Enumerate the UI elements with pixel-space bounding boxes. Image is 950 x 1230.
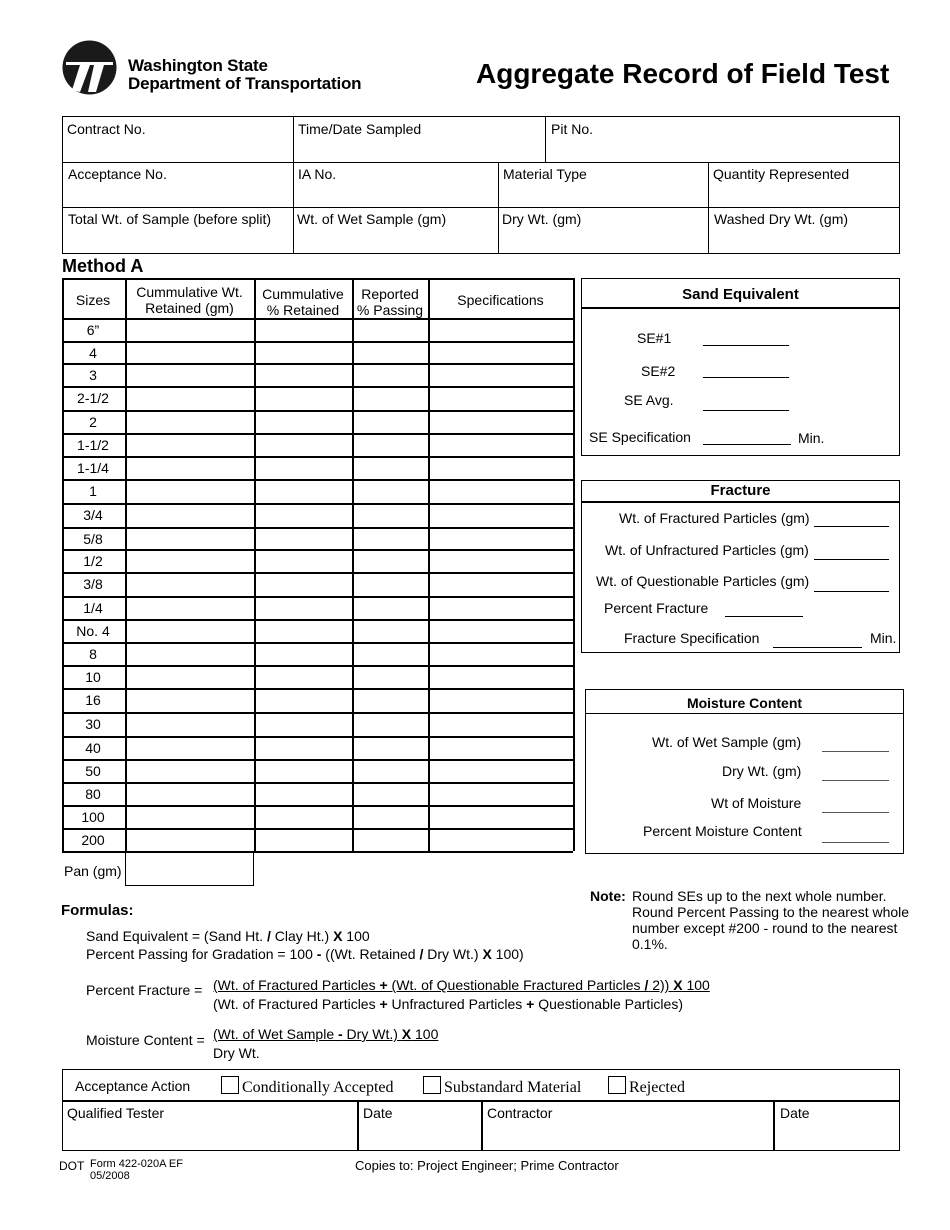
grid-row-divider bbox=[62, 642, 573, 644]
formulas-heading: Formulas: bbox=[61, 902, 134, 919]
grid-row-divider bbox=[62, 386, 573, 388]
option-conditionally-accepted[interactable]: Conditionally Accepted bbox=[221, 1076, 394, 1097]
percent-moisture-label: Percent Moisture Content bbox=[643, 823, 802, 839]
size-label: 100 bbox=[81, 809, 105, 825]
size-label: 5/8 bbox=[83, 531, 103, 547]
fracture-min-label: Min. bbox=[870, 630, 897, 646]
grid-row-divider bbox=[62, 712, 573, 714]
footer-form-number: Form 422-020A EF bbox=[90, 1158, 183, 1170]
fractured-particles-input[interactable] bbox=[814, 526, 889, 527]
se-spec-input[interactable] bbox=[703, 444, 791, 445]
col-header-cum-wt-1: Cummulative Wt. bbox=[136, 284, 243, 300]
size-label: 6” bbox=[86, 322, 100, 338]
size-label: 2 bbox=[89, 414, 97, 430]
acceptance-no-label: Acceptance No. bbox=[68, 166, 167, 182]
pit-no-field[interactable] bbox=[545, 116, 900, 163]
material-type-label: Material Type bbox=[503, 166, 587, 182]
size-label: 200 bbox=[81, 832, 105, 848]
questionable-particles-label: Wt. of Questionable Particles (gm) bbox=[596, 573, 810, 589]
grid-row-divider bbox=[62, 410, 573, 412]
size-label: 40 bbox=[85, 740, 101, 756]
size-label: 30 bbox=[85, 716, 101, 732]
unfractured-particles-label: Wt. of Unfractured Particles (gm) bbox=[605, 542, 809, 558]
size-label: 1/2 bbox=[83, 553, 103, 569]
unfractured-particles-input[interactable] bbox=[814, 559, 889, 560]
moisture-dry-wt-label: Dry Wt. (gm) bbox=[722, 763, 802, 779]
grid-column-line bbox=[62, 278, 64, 851]
contractor-label: Contractor bbox=[487, 1105, 553, 1121]
method-heading: Method A bbox=[62, 256, 144, 276]
grid-top-border bbox=[62, 278, 573, 280]
col-header-cum-wt-2: Retained (gm) bbox=[145, 300, 234, 316]
col-header-cum-pct-1: Cummulative bbox=[262, 286, 344, 302]
moisture-dry-wt-input[interactable] bbox=[822, 780, 889, 781]
col-header-reported-1: Reported bbox=[361, 286, 419, 302]
formula-sand-equivalent: Sand Equivalent = (Sand Ht. / Clay Ht.) X 100 bbox=[86, 928, 370, 944]
grid-row-divider bbox=[62, 688, 573, 690]
page-title: Aggregate Record of Field Test bbox=[476, 58, 890, 89]
size-label: 1-1/2 bbox=[77, 437, 109, 453]
formula-moisture-label: Moisture Content = bbox=[86, 1032, 205, 1048]
percent-fracture-input[interactable] bbox=[725, 616, 803, 617]
sand-equivalent-title: Sand Equivalent bbox=[682, 286, 799, 303]
moisture-wt-label: Wt of Moisture bbox=[711, 795, 802, 811]
fracture-box bbox=[581, 480, 900, 653]
moisture-wt-input[interactable] bbox=[822, 812, 889, 813]
tester-date-label: Date bbox=[363, 1105, 393, 1121]
grid-row-divider bbox=[62, 527, 573, 529]
grid-row-divider bbox=[62, 479, 573, 481]
option-rejected[interactable]: Rejected bbox=[608, 1076, 685, 1097]
grid-row-divider bbox=[62, 363, 573, 365]
moisture-content-title: Moisture Content bbox=[686, 695, 803, 711]
acceptance-action-label: Acceptance Action bbox=[75, 1078, 191, 1094]
pan-weight-cell[interactable] bbox=[125, 851, 254, 886]
grid-row-divider bbox=[62, 456, 573, 458]
grid-row-divider bbox=[62, 596, 573, 598]
col-header-sizes: Sizes bbox=[75, 292, 111, 308]
size-label: 1/4 bbox=[83, 600, 103, 616]
note-line4: 0.1%. bbox=[632, 936, 668, 952]
questionable-particles-input[interactable] bbox=[814, 591, 889, 592]
checkbox-rejected[interactable] bbox=[608, 1076, 626, 1094]
size-label: 3/8 bbox=[83, 576, 103, 592]
formula-percent-fracture-numerator: (Wt. of Fractured Particles + (Wt. of Questionable Fractured Particles / 2)) X 100 bbox=[213, 977, 710, 993]
checkbox-conditionally-accepted[interactable] bbox=[221, 1076, 239, 1094]
quantity-represented-label: Quantity Represented bbox=[713, 166, 850, 182]
percent-fracture-label: Percent Fracture bbox=[604, 600, 709, 616]
size-label: 4 bbox=[89, 345, 97, 361]
note-label: Note: bbox=[590, 888, 626, 904]
se1-input[interactable] bbox=[703, 345, 789, 346]
fracture-spec-label: Fracture Specification bbox=[624, 630, 760, 646]
se-avg-label: SE Avg. bbox=[624, 392, 674, 408]
col-header-specifications: Specifications bbox=[457, 292, 544, 308]
size-label: 2-1/2 bbox=[77, 390, 109, 406]
se-min-label: Min. bbox=[798, 430, 825, 446]
size-label: 16 bbox=[85, 692, 101, 708]
checkbox-substandard-material[interactable] bbox=[423, 1076, 441, 1094]
note-line1: Round SEs up to the next whole number. bbox=[632, 888, 887, 904]
option-substandard-material[interactable]: Substandard Material bbox=[423, 1076, 581, 1097]
col-header-cum-pct-2: % Retained bbox=[266, 302, 340, 318]
formula-moisture-numerator: (Wt. of Wet Sample - Dry Wt.) X 100 bbox=[213, 1026, 439, 1042]
grid-column-line bbox=[428, 278, 430, 851]
fracture-spec-input[interactable] bbox=[773, 647, 862, 648]
grid-row-divider bbox=[62, 665, 573, 667]
grid-row-divider bbox=[62, 341, 573, 343]
grid-header-divider bbox=[62, 318, 573, 320]
pit-no-label: Pit No. bbox=[551, 121, 594, 137]
org-name-line2: Department of Transportation bbox=[128, 74, 362, 93]
grid-row-divider bbox=[62, 503, 573, 505]
grid-column-line bbox=[573, 278, 575, 851]
formula-moisture-denominator: Dry Wt. bbox=[213, 1045, 260, 1061]
grid-row-divider bbox=[62, 549, 573, 551]
footer-copies: Copies to: Project Engineer; Prime Contractor bbox=[355, 1158, 619, 1173]
fracture-title: Fracture bbox=[710, 482, 771, 499]
se1-label: SE#1 bbox=[637, 330, 672, 346]
org-name-line1: Washington State bbox=[128, 56, 268, 75]
size-label: 50 bbox=[85, 763, 101, 779]
se2-label: SE#2 bbox=[641, 363, 676, 379]
size-label: 8 bbox=[89, 646, 97, 662]
size-label: 10 bbox=[85, 669, 101, 685]
footer-form-date: 05/2008 bbox=[90, 1170, 130, 1182]
fractured-particles-label: Wt. of Fractured Particles (gm) bbox=[619, 510, 810, 526]
wsdot-logo bbox=[62, 40, 117, 95]
washed-dry-wt-label: Washed Dry Wt. (gm) bbox=[714, 211, 849, 227]
wet-sample-wt-label: Wt. of Wet Sample (gm) bbox=[297, 211, 447, 227]
qualified-tester-label: Qualified Tester bbox=[67, 1105, 165, 1121]
grid-row-divider bbox=[62, 782, 573, 784]
moisture-wet-sample-label: Wt. of Wet Sample (gm) bbox=[652, 734, 802, 750]
note-line2: Round Percent Passing to the nearest whole bbox=[632, 904, 910, 920]
formula-percent-fracture-denominator: (Wt. of Fractured Particles + Unfractured Particles + Questionable Particles) bbox=[213, 996, 683, 1012]
formula-percent-passing: Percent Passing for Gradation = 100 - ((Wt. Retained / Dry Wt.) X 100) bbox=[86, 946, 524, 962]
size-label: 1-1/4 bbox=[77, 460, 109, 476]
grid-row-divider bbox=[62, 619, 573, 621]
dry-wt-label: Dry Wt. (gm) bbox=[502, 211, 582, 227]
contractor-date-label: Date bbox=[780, 1105, 810, 1121]
size-label: 3/4 bbox=[83, 507, 103, 523]
size-label: No. 4 bbox=[76, 623, 110, 639]
time-date-sampled-label: Time/Date Sampled bbox=[298, 121, 422, 137]
contract-no-label: Contract No. bbox=[67, 121, 146, 137]
formula-percent-fracture-label: Percent Fracture = bbox=[86, 982, 203, 998]
grid-row-divider bbox=[62, 572, 573, 574]
se2-input[interactable] bbox=[703, 377, 789, 378]
grid-column-line bbox=[254, 278, 256, 851]
grid-column-line bbox=[125, 278, 127, 851]
size-label: 80 bbox=[85, 786, 101, 802]
size-label: 1 bbox=[89, 483, 97, 499]
grid-row-divider bbox=[62, 805, 573, 807]
moisture-wet-sample-input[interactable] bbox=[822, 751, 889, 752]
grid-column-line bbox=[352, 278, 354, 851]
grid-row-divider bbox=[62, 759, 573, 761]
ia-no-label: IA No. bbox=[298, 166, 337, 182]
grid-row-divider bbox=[62, 433, 573, 435]
pan-label: Pan (gm) bbox=[64, 863, 122, 879]
grid-row-divider bbox=[62, 736, 573, 738]
note-line3: number except #200 - round to the nearest bbox=[632, 920, 898, 936]
col-header-reported-2: % Passing bbox=[356, 302, 424, 318]
grid-row-divider bbox=[62, 828, 573, 830]
total-wt-label: Total Wt. of Sample (before split) bbox=[68, 211, 272, 227]
se-avg-input[interactable] bbox=[703, 410, 789, 411]
percent-moisture-input[interactable] bbox=[822, 842, 889, 843]
size-label: 3 bbox=[89, 367, 97, 383]
footer-dot: DOT bbox=[59, 1159, 85, 1173]
se-spec-label: SE Specification bbox=[589, 429, 691, 445]
